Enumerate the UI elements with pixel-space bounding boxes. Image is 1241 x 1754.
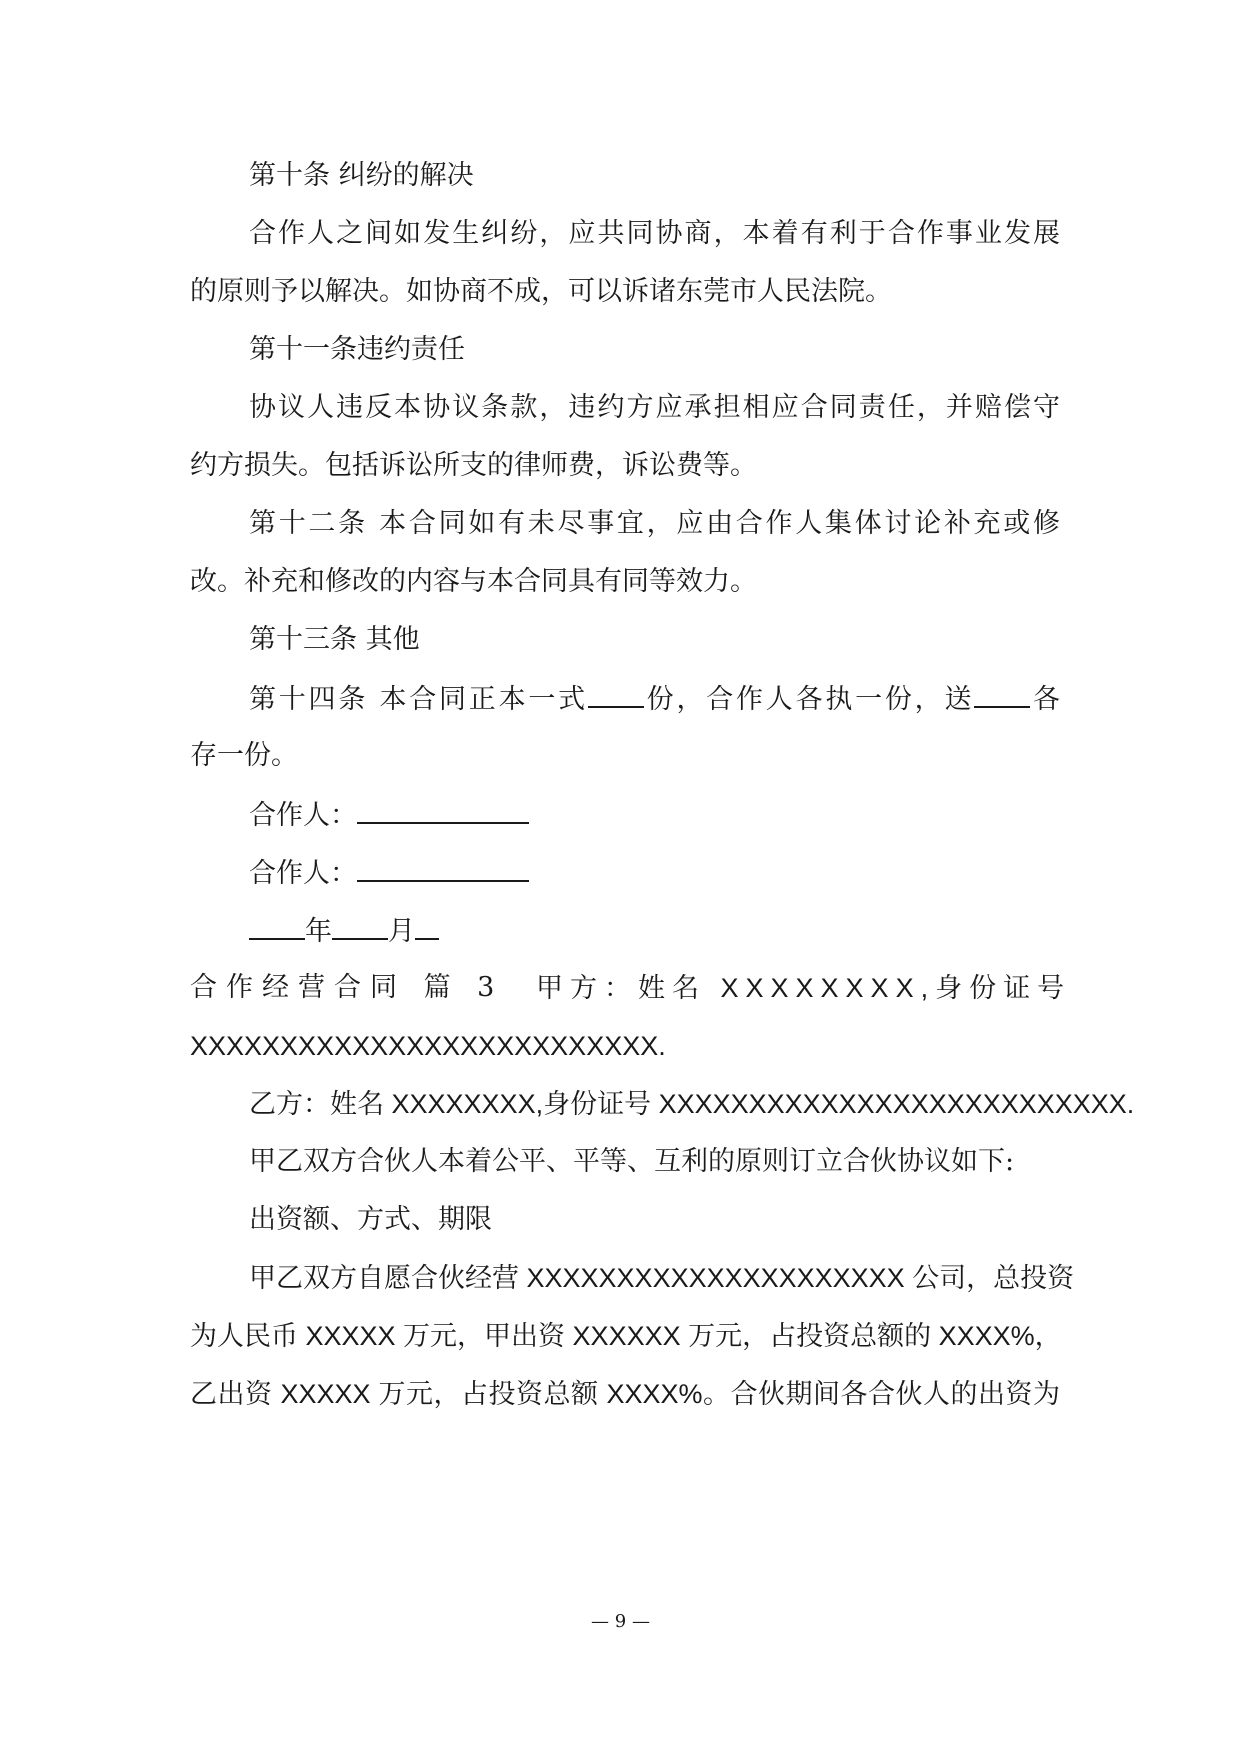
partner-signature-line-2 [249,854,529,890]
copies-blank [588,680,644,708]
partner-blank-1 [357,796,529,824]
article-13-title: 第十三条 其他 [249,624,420,655]
party-a-id: XXXXXXXXXXXXXXXXXXXXXXXXXX. [190,1031,666,1061]
capital-text-line-1: 甲乙双方自愿合伙经营 XXXXXXXXXXXXXXXXXXXXX 公司，总投资 [249,1263,1075,1293]
section-3-heading: 合作经营合同 篇 3 [190,972,504,1003]
month-label: 月 [388,916,415,947]
day-blank [415,912,439,940]
article-14-part-2: 份，合作人各执一份，送 [643,684,975,715]
date-line [249,912,439,948]
article-11-title: 第十一条违约责任 [249,334,465,365]
capital-text-line-2: 为人民币 XXXXX 万元，甲出资 XXXXXX 万元，占投资总额的 XXXX%， [190,1321,1062,1351]
article-14-part-3: 各 [1030,684,1061,715]
article-10-text-line-2: 的原则予以解决。如协商不成，可以诉诸东莞市人民法院。 [190,276,892,307]
preamble-line: 甲乙双方合伙人本着公平、平等、互利的原则订立合伙协议如下: [249,1146,1015,1177]
partner-blank-2 [357,854,529,882]
year-blank [249,912,305,940]
page-number: — 9 — [591,1611,650,1632]
article-14-text-line-2: 存一份。 [190,740,298,771]
partner-label-1: 合作人： [249,800,357,831]
section-3-heading-line [190,970,1072,1006]
subtitle-capital: 出资额、方式、期限 [249,1204,492,1235]
capital-text-line-3: 乙出资 XXXXX 万元，占投资总额 XXXX%。合伙期间各合伙人的出资为 [190,1379,1060,1409]
article-14-part-1: 第十四条 本合同正本一式 [249,684,588,715]
article-12-text-line-2: 改。补充和修改的内容与本合同具有同等效力。 [190,566,757,597]
partner-label-2: 合作人： [249,858,357,889]
article-14-text-line-1 [249,680,1060,716]
article-10-title: 第十条 纠纷的解决 [249,160,474,191]
article-11-text-line-2: 约方损失。包括诉讼所支的律师费，诉讼费等。 [190,450,757,481]
article-11-text-line-1: 协议人违反本协议条款，违约方应承担相应合同责任，并赔偿守 [249,392,1060,423]
party-a-intro: 甲方：姓名 XXXXXXXX,身份证号 [536,973,1072,1003]
partner-signature-line-1 [249,796,529,832]
party-b-line: 乙方：姓名 XXXXXXXX,身份证号 XXXXXXXXXXXXXXXXXXXXXXXXXX. [249,1089,1135,1119]
send-to-blank [974,680,1030,708]
month-blank [332,912,388,940]
article-10-text-line-1: 合作人之间如发生纠纷，应共同协商，本着有利于合作事业发展 [249,218,1060,249]
year-label: 年 [305,916,332,947]
article-12-text-line-1: 第十二条 本合同如有未尽事宜，应由合作人集体讨论补充或修 [249,508,1060,539]
